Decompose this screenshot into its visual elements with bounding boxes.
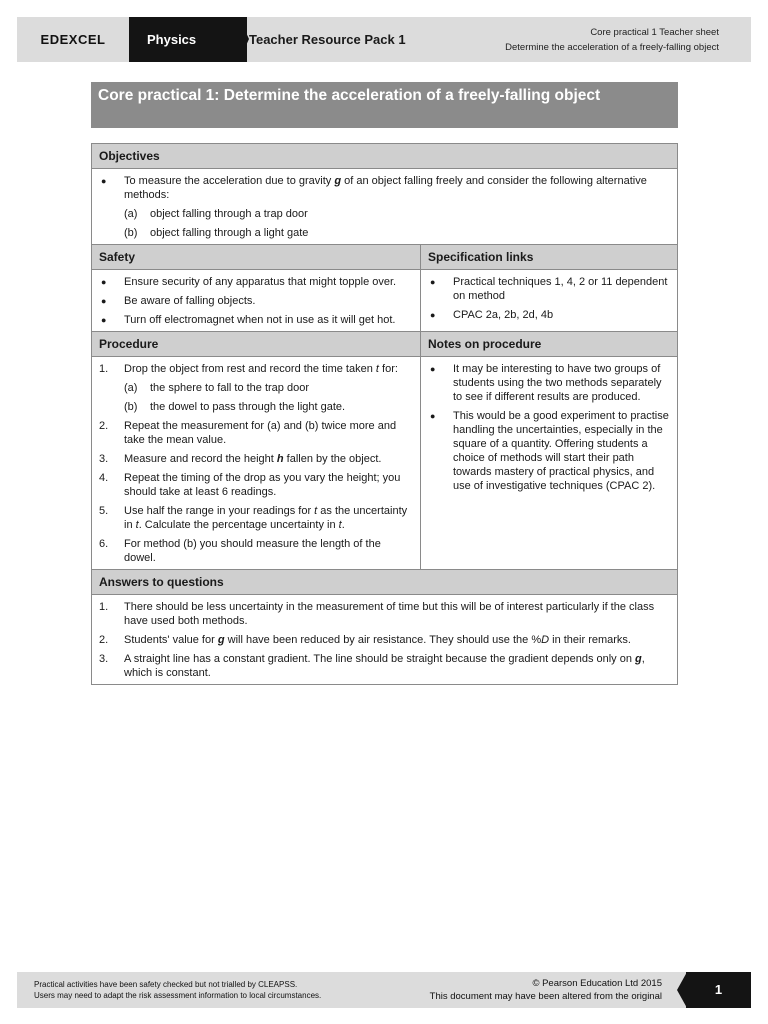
sub-label: (a) — [124, 382, 138, 394]
notes-heading: Notes on procedure — [421, 332, 678, 357]
note-item — [428, 409, 670, 493]
sub-text: the dowel to pass through the light gate. — [150, 401, 346, 413]
answers-heading: Answers to questions — [92, 570, 678, 595]
step-text-cont: as the uncertainty in — [124, 505, 408, 531]
method-text: object falling through a light gate — [150, 227, 309, 239]
step-text: Measure and record the height — [124, 453, 277, 465]
method-label: (b) — [124, 227, 138, 239]
disclaimer-line1: Practical activities have been safety checked but not trialled by CLEAPSS. — [34, 980, 298, 989]
procedure-step — [99, 471, 413, 499]
step-text: Use half the range in your readings for — [124, 505, 315, 517]
spec-link-item — [428, 275, 670, 303]
procedure-step — [99, 452, 413, 466]
method-text: object falling through a trap door — [150, 208, 308, 220]
bullet-icon: ● — [101, 315, 107, 325]
method-label: (a) — [124, 208, 138, 220]
step-text-cont: . — [341, 519, 345, 531]
symbol-g: g — [217, 634, 225, 646]
symbol-t: t — [375, 363, 379, 375]
procedure-step — [99, 362, 413, 414]
brand-label: EDEXCEL — [40, 32, 106, 47]
procedure-step — [99, 537, 413, 565]
objectives-cell — [92, 169, 678, 245]
safety-disclaimer — [34, 979, 321, 1001]
symbol-t: t — [338, 519, 342, 531]
answer-text: There should be less uncertainty in the measurement of time but this will be of interest particularly if the class have used both methods. — [124, 601, 655, 627]
spec-link-item — [428, 308, 670, 322]
objective-text-cont: of an object falling freely and consider the following alternative methods: — [124, 175, 647, 201]
sub-label: (b) — [124, 401, 138, 413]
safety-cell — [92, 270, 421, 332]
bullet-icon: ● — [430, 364, 436, 374]
answers-cell — [92, 595, 678, 685]
pack-title: Teacher Resource Pack 1 — [249, 32, 406, 47]
answer-item — [99, 652, 670, 680]
note-item — [428, 362, 670, 404]
answer-item — [99, 600, 670, 628]
symbol-g: g — [635, 653, 642, 665]
spec-links-cell — [421, 270, 678, 332]
step-text-cont: fallen by the object. — [283, 453, 382, 465]
page-title: Core practical 1: Determine the acceleration of a freely-falling object — [91, 82, 678, 128]
step-text: For method (b) you should measure the length of the dowel. — [124, 538, 381, 564]
answer-text-cont: , which is constant. — [124, 653, 645, 679]
procedure-cell — [92, 357, 421, 570]
copyright-block — [430, 977, 662, 1003]
step-number: 1. — [99, 363, 109, 375]
page-footer — [17, 972, 751, 1008]
answer-text: Students' value for — [124, 634, 218, 646]
subject-tab — [129, 17, 247, 62]
answer-text-cont: will have been reduced by air resistance. They should use the % — [224, 634, 542, 646]
step-text: Repeat the measurement for (a) and (b) twice more and take the mean value. — [124, 420, 397, 446]
step-number: 2. — [99, 420, 109, 432]
bullet-icon: ● — [101, 277, 107, 287]
answer-text-cont: in their remarks. — [549, 634, 631, 646]
procedure-step — [99, 504, 413, 532]
answer-number: 2. — [99, 634, 109, 646]
method-item — [124, 226, 670, 240]
spec-links-heading: Specification links — [421, 245, 678, 270]
note-text: It may be interesting to have two groups of students using the two methods separately to see if different results are produced. — [453, 363, 662, 403]
symbol-h: h — [276, 453, 284, 465]
bullet-icon: ● — [101, 296, 107, 306]
step-number: 4. — [99, 472, 109, 484]
bullet-icon: ● — [430, 310, 436, 320]
symbol-t: t — [135, 519, 139, 531]
procedure-heading: Procedure — [92, 332, 421, 357]
step-sub-item — [124, 381, 413, 395]
objectives-heading: Objectives — [92, 144, 678, 169]
step-number: 5. — [99, 505, 109, 517]
sheet-info — [505, 25, 719, 55]
note-text: This would be a good experiment to practise handling the uncertainties, especially in the square of a quantity. Offering students a choice of methods will start their path towards mastery of practical physics, and use of investigative techniques (CPAC 2). — [453, 410, 669, 492]
objective-text: To measure the acceleration due to gravity — [124, 175, 335, 187]
step-text-cont: for: — [378, 363, 398, 375]
symbol-d: D — [541, 634, 550, 646]
objective-item — [99, 174, 670, 240]
sheet-info-line1: Core practical 1 Teacher sheet — [590, 27, 719, 38]
bullet-icon: ● — [101, 176, 107, 186]
symbol-g: g — [334, 175, 342, 187]
spec-link-text: Practical techniques 1, 4, 2 or 11 dependent on method — [453, 276, 668, 302]
altered-notice: This document may have been altered from the original — [429, 991, 662, 1002]
bullet-icon: ● — [430, 277, 436, 287]
safety-item — [99, 313, 413, 327]
safety-text: Be aware of falling objects. — [124, 295, 256, 307]
safety-heading: Safety — [92, 245, 421, 270]
method-item — [124, 207, 670, 221]
sub-text: the sphere to fall to the trap door — [150, 382, 309, 394]
step-text: Drop the object from rest and record the time taken — [124, 363, 376, 375]
step-sub-item — [124, 400, 413, 414]
bullet-icon: ● — [430, 411, 436, 421]
safety-item — [99, 294, 413, 308]
page-number: 1 — [686, 972, 751, 1008]
notes-cell — [421, 357, 678, 570]
answer-item — [99, 633, 670, 647]
practical-table — [91, 143, 678, 685]
copyright-text: © Pearson Education Ltd 2015 — [532, 978, 662, 989]
step-text-cont: . Calculate the percentage uncertainty in — [138, 519, 339, 531]
step-text: Repeat the timing of the drop as you vary the height; you should take at least 6 readings. — [124, 472, 401, 498]
answer-text: A straight line has a constant gradient. The line should be straight because the gradient depends only on — [124, 653, 636, 665]
page-header — [17, 17, 751, 62]
answer-number: 1. — [99, 601, 109, 613]
safety-item — [99, 275, 413, 289]
answer-number: 3. — [99, 653, 109, 665]
disclaimer-line2: Users may need to adapt the risk assessment information to local circumstances. — [34, 991, 322, 1000]
safety-text: Turn off electromagnet when not in use as it will get hot. — [124, 314, 396, 326]
step-number: 3. — [99, 453, 109, 465]
procedure-step — [99, 419, 413, 447]
subject-label: Physics — [147, 32, 197, 47]
step-number: 6. — [99, 538, 109, 550]
spec-link-text: CPAC 2a, 2b, 2d, 4b — [453, 309, 554, 321]
sheet-info-line2: Determine the acceleration of a freely-falling object — [505, 42, 719, 53]
symbol-t: t — [314, 505, 318, 517]
safety-text: Ensure security of any apparatus that might topple over. — [124, 276, 397, 288]
